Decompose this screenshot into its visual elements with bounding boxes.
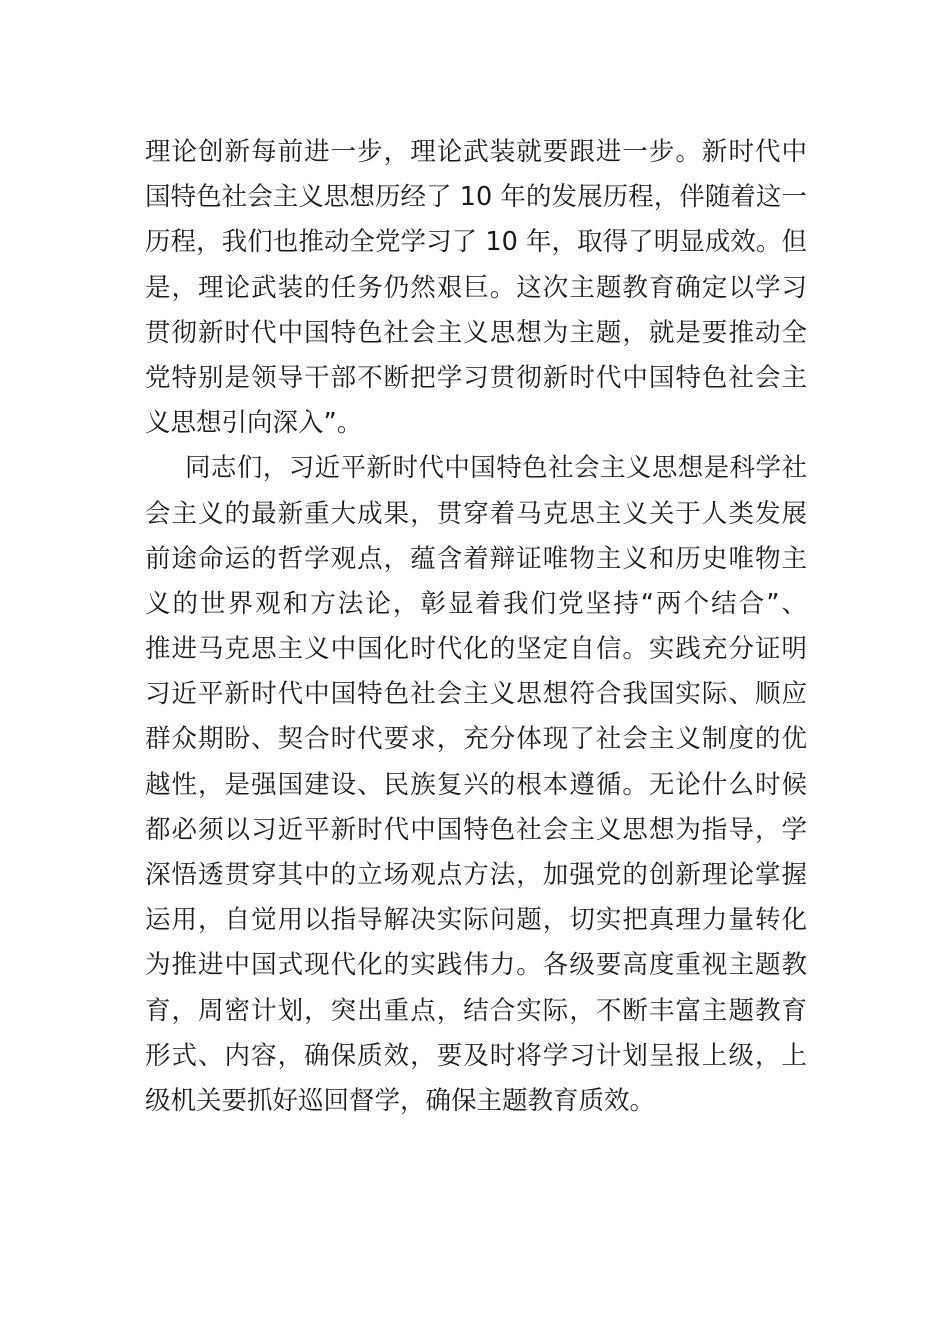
paragraph-2	[145, 446, 807, 1124]
paragraph-line: 会主义的最新重大成果，贯穿着马克思主义关于人类发展	[145, 498, 807, 529]
paragraph-line: 都必须以习近平新时代中国特色社会主义思想为指导，学	[145, 814, 807, 845]
paragraph-line: 级机关要抓好巡回督学，确保主题教育质效。	[145, 1085, 656, 1116]
paragraph-line: 为推进中国式现代化的实践伟力。各级要高度重视主题教	[145, 950, 807, 981]
paragraph-line: 前途命运的哲学观点，蕴含着辩证唯物主义和历史唯物主	[145, 543, 807, 574]
paragraph-line: 义的世界观和方法论，彰显着我们党坚持“两个结合”、	[145, 588, 807, 619]
body-text	[145, 130, 807, 1124]
paragraph-line: 育，周密计划，突出重点，结合实际，不断丰富主题教育	[145, 995, 807, 1026]
paragraph-line: 同志们，习近平新时代中国特色社会主义思想是科学社	[185, 453, 807, 484]
paragraph-line: 贯彻新时代中国特色社会主义思想为主题，就是要推动全	[145, 317, 807, 348]
paragraph-line: 推进马克思主义中国化时代化的坚定自信。实践充分证明	[145, 634, 807, 665]
paragraph-line: 党特别是领导干部不断把学习贯彻新时代中国特色社会主	[145, 362, 807, 393]
paragraph-line: 运用，自觉用以指导解决实际问题，切实把真理力量转化	[145, 905, 807, 936]
paragraph-line: 群众期盼、契合时代要求，充分体现了社会主义制度的优	[145, 724, 807, 755]
paragraph-1	[145, 130, 807, 446]
paragraph-line: 是，理论武装的任务仍然艰巨。这次主题教育确定以学习	[145, 272, 807, 303]
paragraph-line: 习近平新时代中国特色社会主义思想符合我国实际、顺应	[145, 679, 807, 710]
paragraph-line: 义思想引向深入”。	[145, 408, 363, 439]
paragraph-line: 国特色社会主义思想历经了 10 年的发展历程，伴随着这一	[145, 182, 807, 213]
paragraph-line: 理论创新每前进一步，理论武装就要跟进一步。新时代中	[145, 137, 807, 167]
paragraph-line: 深悟透贯穿其中的立场观点方法，加强党的创新理论掌握	[145, 860, 807, 890]
paragraph-line: 形式、内容，确保质效，要及时将学习计划呈报上级，上	[145, 1040, 807, 1071]
paragraph-line: 越性，是强国建设、民族复兴的根本遵循。无论什么时候	[145, 769, 807, 800]
paragraph-line: 历程，我们也推动全党学习了 10 年，取得了明显成效。但	[145, 227, 807, 258]
